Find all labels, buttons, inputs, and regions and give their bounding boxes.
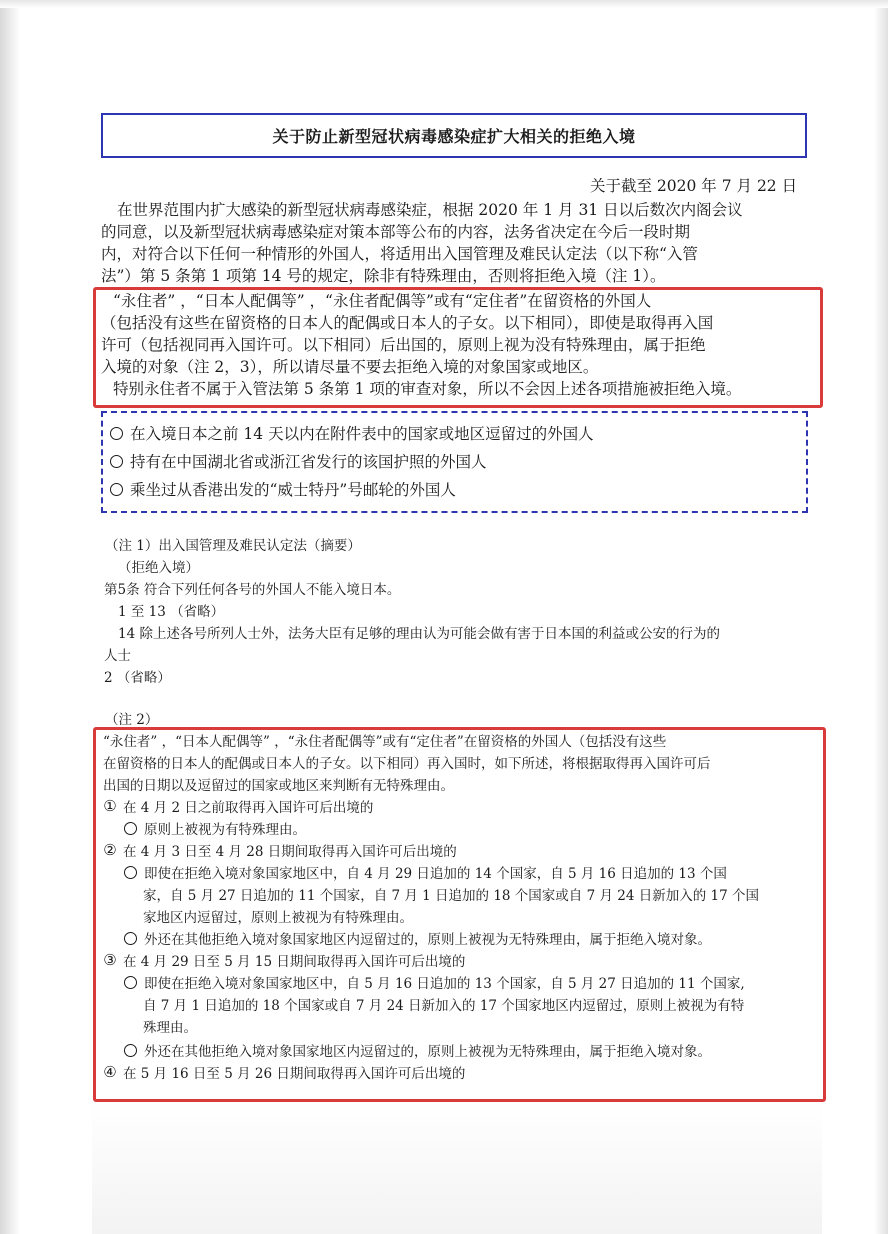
criteria-item bbox=[110, 423, 594, 445]
note2-intro: 在留资格的日本人的配偶或日本人的子女。以下相同）再入国时，如下所述，将根据取得再入国许可后 bbox=[103, 756, 711, 772]
note2-sub-cont: 殊理由。 bbox=[143, 1020, 197, 1036]
note2-sub: 即使在拒绝入境对象国家地区中，自 4 月 29 日追加的 14 个国家，自 5 月 16 日追加的 13 个国 bbox=[124, 863, 727, 885]
number-2-icon: ② bbox=[103, 841, 117, 859]
criteria-text: 乘坐过从香港出发的“威士特丹”号邮轮的外国人 bbox=[130, 481, 456, 499]
intro-line: 的同意，以及新型冠状病毒感染症对策本部等公布的内容，法务省决定在今后一段时期 bbox=[101, 223, 691, 241]
note2-item: ② 在 4 月 3 日至 4 月 28 日期间取得再入国许可后出境的 bbox=[103, 841, 457, 860]
note1-item: 人士 bbox=[104, 648, 131, 664]
note2-sub: 外还在其他拒绝入境对象国家地区内逗留过的，原则上被视为无特殊理由，属于拒绝入境对象。 bbox=[124, 1041, 711, 1063]
note2-item: ④ 在 5 月 16 日至 5 月 26 日期间取得再入国许可后出境的 bbox=[103, 1063, 466, 1082]
page-bottom bbox=[92, 1100, 822, 1234]
note2-sub: 外还在其他拒绝入境对象国家地区内逗留过的，原则上被视为无特殊理由，属于拒绝入境对象。 bbox=[124, 929, 711, 951]
note2-sub-cont: 家，自 5 月 27 日追加的 11 个国家，自 7 月 1 日追加的 18 个国家或自 7 月 24 日新加入的 17 个国 bbox=[143, 888, 759, 904]
highlight-line: 入境的对象（注 2，3），所以请尽量不要去拒绝入境的对象国家或地区。 bbox=[101, 358, 599, 376]
bullet-circle-icon bbox=[124, 1044, 137, 1057]
number-3-icon: ③ bbox=[103, 951, 117, 969]
title-text: 关于防止新型冠状病毒感染症扩大相关的拒绝入境 bbox=[272, 127, 636, 146]
bullet-circle-icon bbox=[110, 455, 123, 468]
highlight-line: 许可（包括视同再入国许可。以下相同）后出国的，原则上视为没有特殊理由，属于拒绝 bbox=[101, 336, 706, 354]
page-shadow bbox=[874, 0, 888, 1234]
criteria-item bbox=[110, 479, 456, 501]
bullet-circle-icon bbox=[110, 427, 123, 440]
highlight-line: （包括没有这些在留资格的日本人的配偶或日本人的子女。以下相同），即使是取得再入国 bbox=[101, 314, 714, 332]
note1-sub: （拒绝入境） bbox=[118, 560, 199, 576]
note2-heading: （注 2） bbox=[105, 712, 159, 728]
note2-sub: 即使在拒绝入境对象国家地区中，自 5 月 16 日追加的 13 个国家，自 5 月 27 日追加的 11 个国家, bbox=[124, 973, 745, 995]
criteria-item bbox=[110, 451, 487, 473]
highlight-line: 特别永住者不属于入管法第 5 条第 1 项的审查对象，所以不会因上述各项措施被拒绝入境。 bbox=[113, 380, 742, 398]
note2-intro: 出国的日期以及逗留过的国家或地区来判断有无特殊理由。 bbox=[103, 778, 454, 794]
bullet-circle-icon bbox=[110, 483, 123, 496]
note1-item: 14 除上述各号所列人士外，法务大臣有足够的理由认为可能会做有害于日本国的利益或公安的行为的 bbox=[118, 626, 720, 642]
date-line: 关于截至 2020 年 7 月 22 日 bbox=[590, 177, 798, 195]
note1-item: 1 至 13 （省略） bbox=[118, 604, 225, 620]
note1-item: 2 （省略） bbox=[104, 670, 171, 686]
bullet-circle-icon bbox=[124, 976, 137, 989]
note1-article: 第5条 符合下列任何各号的外国人不能入境日本。 bbox=[104, 582, 401, 598]
note2-intro: “永住者” ，“日本人配偶等” ，“永住者配偶等”或有“定住者”在留资格的外国人（包括没有这些 bbox=[103, 734, 667, 750]
note2-sub: 原则上被视为有特殊理由。 bbox=[124, 819, 306, 841]
note2-item: ① 在 4 月 2 日之前取得再入国许可后出境的 bbox=[103, 797, 374, 816]
highlight-line: “永住者” ，“日本人配偶等” ，“永住者配偶等”或有“定住者”在留资格的外国人 bbox=[113, 292, 652, 310]
intro-line: 在世界范围内扩大感染的新型冠状病毒感染症，根据 2020 年 1 月 31 日以后数次内阁会议 bbox=[117, 201, 743, 219]
note2-sub-cont: 自 7 月 1 日追加的 18 个国家或自 7 月 24 日新加入的 17 个国家地区内逗留过，原则上被视为有特 bbox=[143, 998, 745, 1014]
note1-heading: （注 1）出入国管理及难民认定法（摘要） bbox=[105, 538, 361, 554]
page-title bbox=[101, 113, 807, 158]
intro-line: 内，对符合以下任何一种情形的外国人，将适用出入国管理及难民认定法（以下称“入管 bbox=[101, 245, 698, 263]
page-shadow bbox=[0, 0, 20, 1234]
bullet-circle-icon bbox=[124, 822, 137, 835]
bullet-circle-icon bbox=[124, 932, 137, 945]
criteria-text: 持有在中国湖北省或浙江省发行的该国护照的外国人 bbox=[130, 453, 487, 471]
number-1-icon: ① bbox=[103, 797, 117, 815]
note2-item: ③ 在 4 月 29 日至 5 月 15 日期间取得再入国许可后出境的 bbox=[103, 951, 466, 970]
criteria-text: 在入境日本之前 14 天以内在附件表中的国家或地区逗留过的外国人 bbox=[130, 425, 594, 443]
number-4-icon: ④ bbox=[103, 1063, 117, 1081]
page-shadow bbox=[0, 0, 888, 8]
intro-line: 法”）第 5 条第 1 项第 14 号的规定，除非有特殊理由，否则将拒绝入境（注 1）。 bbox=[101, 267, 666, 285]
note2-sub-cont: 家地区内逗留过，原则上被视为有特殊理由。 bbox=[143, 910, 413, 926]
bullet-circle-icon bbox=[124, 866, 137, 879]
